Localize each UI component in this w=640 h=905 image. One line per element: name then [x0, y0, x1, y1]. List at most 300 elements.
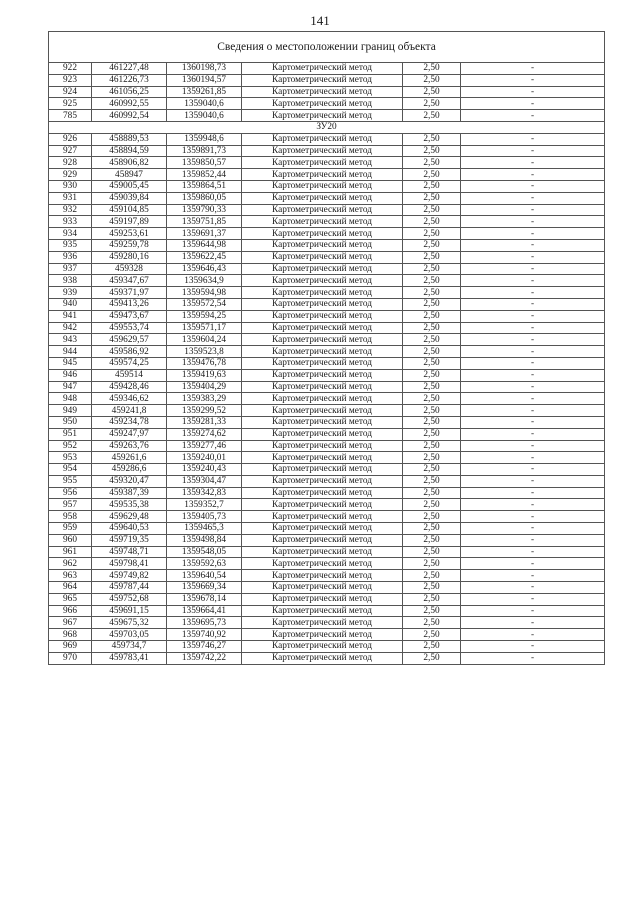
- table-row: [49, 558, 605, 570]
- x-coordinate-cell: 459253,61: [92, 228, 167, 240]
- accuracy-cell: 2,50: [403, 74, 461, 86]
- table-row: [49, 452, 605, 464]
- x-coordinate-cell: 459629,48: [92, 511, 167, 523]
- x-coordinate-cell: 459703,05: [92, 629, 167, 641]
- x-coordinate-cell: 459259,78: [92, 239, 167, 251]
- accuracy-cell: 2,50: [403, 239, 461, 251]
- accuracy-cell: 2,50: [403, 263, 461, 275]
- section-label: ЗУ20: [49, 121, 605, 133]
- method-cell: Картометрический метод: [242, 534, 403, 546]
- description-cell: -: [461, 629, 605, 641]
- method-cell: Картометрический метод: [242, 416, 403, 428]
- accuracy-cell: 2,50: [403, 428, 461, 440]
- description-cell: -: [461, 228, 605, 240]
- x-coordinate-cell: 459574,25: [92, 357, 167, 369]
- method-cell: Картометрический метод: [242, 440, 403, 452]
- accuracy-cell: 2,50: [403, 546, 461, 558]
- point-number-cell: 967: [49, 617, 92, 629]
- table-row: [49, 204, 605, 216]
- description-cell: -: [461, 617, 605, 629]
- method-cell: Картометрический метод: [242, 298, 403, 310]
- y-coordinate-cell: 1359261,85: [167, 86, 242, 98]
- point-number-cell: 966: [49, 605, 92, 617]
- y-coordinate-cell: 1359572,54: [167, 298, 242, 310]
- accuracy-cell: 2,50: [403, 275, 461, 287]
- accuracy-cell: 2,50: [403, 192, 461, 204]
- y-coordinate-cell: 1359419,63: [167, 369, 242, 381]
- table-row: [49, 157, 605, 169]
- description-cell: -: [461, 475, 605, 487]
- description-cell: -: [461, 369, 605, 381]
- x-coordinate-cell: 459347,67: [92, 275, 167, 287]
- table-row: [49, 63, 605, 75]
- y-coordinate-cell: 1359669,34: [167, 582, 242, 594]
- accuracy-cell: 2,50: [403, 133, 461, 145]
- x-coordinate-cell: 459691,15: [92, 605, 167, 617]
- point-number-cell: 944: [49, 346, 92, 358]
- y-coordinate-cell: 1359790,33: [167, 204, 242, 216]
- point-number-cell: 947: [49, 381, 92, 393]
- accuracy-cell: 2,50: [403, 145, 461, 157]
- y-coordinate-cell: 1359740,92: [167, 629, 242, 641]
- table-title-row: [49, 32, 605, 63]
- method-cell: Картометрический метод: [242, 180, 403, 192]
- y-coordinate-cell: 1359850,57: [167, 157, 242, 169]
- table-row: [49, 511, 605, 523]
- table-row: [49, 357, 605, 369]
- point-number-cell: 925: [49, 98, 92, 110]
- point-number-cell: 929: [49, 169, 92, 181]
- point-number-cell: 924: [49, 86, 92, 98]
- description-cell: -: [461, 570, 605, 582]
- accuracy-cell: 2,50: [403, 487, 461, 499]
- method-cell: Картометрический метод: [242, 652, 403, 664]
- description-cell: -: [461, 216, 605, 228]
- table-row: [49, 263, 605, 275]
- description-cell: -: [461, 310, 605, 322]
- table-row: [49, 499, 605, 511]
- method-cell: Картометрический метод: [242, 98, 403, 110]
- point-number-cell: 923: [49, 74, 92, 86]
- point-number-cell: 926: [49, 133, 92, 145]
- accuracy-cell: 2,50: [403, 381, 461, 393]
- accuracy-cell: 2,50: [403, 393, 461, 405]
- method-cell: Картометрический метод: [242, 593, 403, 605]
- table-row: [49, 546, 605, 558]
- x-coordinate-cell: 459535,38: [92, 499, 167, 511]
- method-cell: Картометрический метод: [242, 428, 403, 440]
- method-cell: Картометрический метод: [242, 169, 403, 181]
- point-number-cell: 940: [49, 298, 92, 310]
- table-row: [49, 570, 605, 582]
- y-coordinate-cell: 1359040,6: [167, 98, 242, 110]
- description-cell: -: [461, 63, 605, 75]
- point-number-cell: 951: [49, 428, 92, 440]
- accuracy-cell: 2,50: [403, 570, 461, 582]
- method-cell: Картометрический метод: [242, 263, 403, 275]
- description-cell: -: [461, 74, 605, 86]
- y-coordinate-cell: 1359948,6: [167, 133, 242, 145]
- method-cell: Картометрический метод: [242, 405, 403, 417]
- table-row: [49, 475, 605, 487]
- description-cell: -: [461, 582, 605, 594]
- accuracy-cell: 2,50: [403, 475, 461, 487]
- description-cell: -: [461, 546, 605, 558]
- method-cell: Картометрический метод: [242, 511, 403, 523]
- table-row: [49, 428, 605, 440]
- x-coordinate-cell: 459787,44: [92, 582, 167, 594]
- x-coordinate-cell: 459748,71: [92, 546, 167, 558]
- table-row: [49, 110, 605, 122]
- x-coordinate-cell: 459039,84: [92, 192, 167, 204]
- table-row: [49, 239, 605, 251]
- y-coordinate-cell: 1359864,51: [167, 180, 242, 192]
- table-row: [49, 228, 605, 240]
- table-row: [49, 381, 605, 393]
- method-cell: Картометрический метод: [242, 570, 403, 582]
- description-cell: -: [461, 534, 605, 546]
- method-cell: Картометрический метод: [242, 192, 403, 204]
- boundary-coordinates-table: [48, 31, 605, 665]
- y-coordinate-cell: 1359352,7: [167, 499, 242, 511]
- table-row: [49, 133, 605, 145]
- method-cell: Картометрический метод: [242, 133, 403, 145]
- y-coordinate-cell: 1359852,44: [167, 169, 242, 181]
- point-number-cell: 949: [49, 405, 92, 417]
- accuracy-cell: 2,50: [403, 464, 461, 476]
- x-coordinate-cell: 459749,82: [92, 570, 167, 582]
- y-coordinate-cell: 1359592,63: [167, 558, 242, 570]
- x-coordinate-cell: 459263,76: [92, 440, 167, 452]
- table-row: [49, 487, 605, 499]
- description-cell: -: [461, 346, 605, 358]
- x-coordinate-cell: 458894,59: [92, 145, 167, 157]
- description-cell: -: [461, 169, 605, 181]
- table-row: [49, 74, 605, 86]
- x-coordinate-cell: 460992,54: [92, 110, 167, 122]
- method-cell: Картометрический метод: [242, 239, 403, 251]
- description-cell: -: [461, 263, 605, 275]
- table-row: [49, 145, 605, 157]
- accuracy-cell: 2,50: [403, 346, 461, 358]
- x-coordinate-cell: 459104,85: [92, 204, 167, 216]
- table-row: [49, 322, 605, 334]
- y-coordinate-cell: 1359277,46: [167, 440, 242, 452]
- table-row: [49, 275, 605, 287]
- table-row: [49, 617, 605, 629]
- accuracy-cell: 2,50: [403, 204, 461, 216]
- point-number-cell: 970: [49, 652, 92, 664]
- method-cell: Картометрический метод: [242, 275, 403, 287]
- accuracy-cell: 2,50: [403, 251, 461, 263]
- x-coordinate-cell: 459197,89: [92, 216, 167, 228]
- x-coordinate-cell: 459798,41: [92, 558, 167, 570]
- table-row: [49, 298, 605, 310]
- y-coordinate-cell: 1359040,6: [167, 110, 242, 122]
- description-cell: -: [461, 487, 605, 499]
- accuracy-cell: 2,50: [403, 216, 461, 228]
- x-coordinate-cell: 459413,26: [92, 298, 167, 310]
- y-coordinate-cell: 1359304,47: [167, 475, 242, 487]
- y-coordinate-cell: 1359240,01: [167, 452, 242, 464]
- point-number-cell: 957: [49, 499, 92, 511]
- table-row: [49, 534, 605, 546]
- table-row: [49, 652, 605, 664]
- method-cell: Картометрический метод: [242, 157, 403, 169]
- y-coordinate-cell: 1359640,54: [167, 570, 242, 582]
- point-number-cell: 965: [49, 593, 92, 605]
- point-number-cell: 963: [49, 570, 92, 582]
- y-coordinate-cell: 1359646,43: [167, 263, 242, 275]
- method-cell: Картометрический метод: [242, 216, 403, 228]
- table-row: [49, 582, 605, 594]
- description-cell: -: [461, 298, 605, 310]
- y-coordinate-cell: 1359751,85: [167, 216, 242, 228]
- point-number-cell: 935: [49, 239, 92, 251]
- method-cell: Картометрический метод: [242, 334, 403, 346]
- description-cell: -: [461, 239, 605, 251]
- x-coordinate-cell: 459261,6: [92, 452, 167, 464]
- x-coordinate-cell: 458889,53: [92, 133, 167, 145]
- description-cell: -: [461, 499, 605, 511]
- x-coordinate-cell: 459320,47: [92, 475, 167, 487]
- point-number-cell: 945: [49, 357, 92, 369]
- y-coordinate-cell: 1359594,98: [167, 287, 242, 299]
- x-coordinate-cell: 459005,45: [92, 180, 167, 192]
- point-number-cell: 958: [49, 511, 92, 523]
- x-coordinate-cell: 459473,67: [92, 310, 167, 322]
- y-coordinate-cell: 1359634,9: [167, 275, 242, 287]
- method-cell: Картометрический метод: [242, 110, 403, 122]
- y-coordinate-cell: 1359604,24: [167, 334, 242, 346]
- x-coordinate-cell: 461226,73: [92, 74, 167, 86]
- method-cell: Картометрический метод: [242, 74, 403, 86]
- method-cell: Картометрический метод: [242, 63, 403, 75]
- method-cell: Картометрический метод: [242, 617, 403, 629]
- point-number-cell: 943: [49, 334, 92, 346]
- method-cell: Картометрический метод: [242, 546, 403, 558]
- description-cell: -: [461, 428, 605, 440]
- accuracy-cell: 2,50: [403, 629, 461, 641]
- accuracy-cell: 2,50: [403, 593, 461, 605]
- description-cell: -: [461, 416, 605, 428]
- x-coordinate-cell: 459719,35: [92, 534, 167, 546]
- description-cell: -: [461, 192, 605, 204]
- point-number-cell: 946: [49, 369, 92, 381]
- accuracy-cell: 2,50: [403, 617, 461, 629]
- point-number-cell: 964: [49, 582, 92, 594]
- point-number-cell: 953: [49, 452, 92, 464]
- y-coordinate-cell: 1359498,84: [167, 534, 242, 546]
- method-cell: Картометрический метод: [242, 251, 403, 263]
- method-cell: Картометрический метод: [242, 629, 403, 641]
- table-row: [49, 86, 605, 98]
- method-cell: Картометрический метод: [242, 322, 403, 334]
- method-cell: Картометрический метод: [242, 310, 403, 322]
- method-cell: Картометрический метод: [242, 228, 403, 240]
- accuracy-cell: 2,50: [403, 228, 461, 240]
- y-coordinate-cell: 1360198,73: [167, 63, 242, 75]
- table-row: [49, 593, 605, 605]
- description-cell: -: [461, 593, 605, 605]
- accuracy-cell: 2,50: [403, 110, 461, 122]
- description-cell: -: [461, 180, 605, 192]
- description-cell: -: [461, 157, 605, 169]
- accuracy-cell: 2,50: [403, 582, 461, 594]
- accuracy-cell: 2,50: [403, 287, 461, 299]
- point-number-cell: 927: [49, 145, 92, 157]
- description-cell: -: [461, 275, 605, 287]
- x-coordinate-cell: 459428,46: [92, 381, 167, 393]
- point-number-cell: 959: [49, 523, 92, 535]
- description-cell: -: [461, 523, 605, 535]
- y-coordinate-cell: 1359281,33: [167, 416, 242, 428]
- point-number-cell: 937: [49, 263, 92, 275]
- point-number-cell: 942: [49, 322, 92, 334]
- table-title: Сведения о местоположении границ объекта: [49, 32, 605, 63]
- x-coordinate-cell: 459371,97: [92, 287, 167, 299]
- method-cell: Картометрический метод: [242, 582, 403, 594]
- method-cell: Картометрический метод: [242, 357, 403, 369]
- method-cell: Картометрический метод: [242, 464, 403, 476]
- y-coordinate-cell: 1359644,98: [167, 239, 242, 251]
- x-coordinate-cell: 459387,39: [92, 487, 167, 499]
- y-coordinate-cell: 1359383,29: [167, 393, 242, 405]
- accuracy-cell: 2,50: [403, 405, 461, 417]
- point-number-cell: 933: [49, 216, 92, 228]
- accuracy-cell: 2,50: [403, 440, 461, 452]
- accuracy-cell: 2,50: [403, 523, 461, 535]
- x-coordinate-cell: 459234,78: [92, 416, 167, 428]
- point-number-cell: 961: [49, 546, 92, 558]
- y-coordinate-cell: 1359695,73: [167, 617, 242, 629]
- table-row: [49, 523, 605, 535]
- point-number-cell: 954: [49, 464, 92, 476]
- method-cell: Картометрический метод: [242, 452, 403, 464]
- description-cell: -: [461, 511, 605, 523]
- x-coordinate-cell: 459586,92: [92, 346, 167, 358]
- description-cell: -: [461, 334, 605, 346]
- y-coordinate-cell: 1359622,45: [167, 251, 242, 263]
- point-number-cell: 950: [49, 416, 92, 428]
- point-number-cell: 969: [49, 641, 92, 653]
- point-number-cell: 955: [49, 475, 92, 487]
- description-cell: -: [461, 605, 605, 617]
- x-coordinate-cell: 459752,68: [92, 593, 167, 605]
- table-row: [49, 192, 605, 204]
- x-coordinate-cell: 459328: [92, 263, 167, 275]
- description-cell: -: [461, 652, 605, 664]
- accuracy-cell: 2,50: [403, 169, 461, 181]
- x-coordinate-cell: 458947: [92, 169, 167, 181]
- description-cell: -: [461, 110, 605, 122]
- point-number-cell: 956: [49, 487, 92, 499]
- point-number-cell: 785: [49, 110, 92, 122]
- accuracy-cell: 2,50: [403, 558, 461, 570]
- method-cell: Картометрический метод: [242, 499, 403, 511]
- description-cell: -: [461, 86, 605, 98]
- accuracy-cell: 2,50: [403, 452, 461, 464]
- y-coordinate-cell: 1359405,73: [167, 511, 242, 523]
- accuracy-cell: 2,50: [403, 322, 461, 334]
- y-coordinate-cell: 1359691,37: [167, 228, 242, 240]
- method-cell: Картометрический метод: [242, 369, 403, 381]
- description-cell: -: [461, 452, 605, 464]
- x-coordinate-cell: 459734,7: [92, 641, 167, 653]
- point-number-cell: 968: [49, 629, 92, 641]
- point-number-cell: 941: [49, 310, 92, 322]
- accuracy-cell: 2,50: [403, 416, 461, 428]
- description-cell: -: [461, 464, 605, 476]
- accuracy-cell: 2,50: [403, 534, 461, 546]
- accuracy-cell: 2,50: [403, 310, 461, 322]
- section-row: [49, 121, 605, 133]
- x-coordinate-cell: 459280,16: [92, 251, 167, 263]
- description-cell: -: [461, 287, 605, 299]
- table-row: [49, 464, 605, 476]
- accuracy-cell: 2,50: [403, 357, 461, 369]
- table-row: [49, 251, 605, 263]
- point-number-cell: 936: [49, 251, 92, 263]
- x-coordinate-cell: 459629,57: [92, 334, 167, 346]
- table-row: [49, 98, 605, 110]
- method-cell: Картометрический метод: [242, 86, 403, 98]
- description-cell: -: [461, 558, 605, 570]
- x-coordinate-cell: 459241,8: [92, 405, 167, 417]
- accuracy-cell: 2,50: [403, 86, 461, 98]
- y-coordinate-cell: 1359240,43: [167, 464, 242, 476]
- point-number-cell: 930: [49, 180, 92, 192]
- table-row: [49, 180, 605, 192]
- point-number-cell: 948: [49, 393, 92, 405]
- method-cell: Картометрический метод: [242, 558, 403, 570]
- point-number-cell: 952: [49, 440, 92, 452]
- description-cell: -: [461, 405, 605, 417]
- y-coordinate-cell: 1359571,17: [167, 322, 242, 334]
- x-coordinate-cell: 459286,6: [92, 464, 167, 476]
- y-coordinate-cell: 1359664,41: [167, 605, 242, 617]
- accuracy-cell: 2,50: [403, 157, 461, 169]
- description-cell: -: [461, 133, 605, 145]
- method-cell: Картометрический метод: [242, 475, 403, 487]
- table-row: [49, 334, 605, 346]
- point-number-cell: 938: [49, 275, 92, 287]
- table-row: [49, 641, 605, 653]
- table-row: [49, 605, 605, 617]
- point-number-cell: 962: [49, 558, 92, 570]
- method-cell: Картометрический метод: [242, 641, 403, 653]
- accuracy-cell: 2,50: [403, 334, 461, 346]
- method-cell: Картометрический метод: [242, 287, 403, 299]
- method-cell: Картометрический метод: [242, 523, 403, 535]
- description-cell: -: [461, 440, 605, 452]
- table-row: [49, 287, 605, 299]
- y-coordinate-cell: 1359342,83: [167, 487, 242, 499]
- table-row: [49, 416, 605, 428]
- y-coordinate-cell: 1359594,25: [167, 310, 242, 322]
- x-coordinate-cell: 461227,48: [92, 63, 167, 75]
- table-row: [49, 310, 605, 322]
- method-cell: Картометрический метод: [242, 204, 403, 216]
- point-number-cell: 960: [49, 534, 92, 546]
- y-coordinate-cell: 1359891,73: [167, 145, 242, 157]
- x-coordinate-cell: 460992,55: [92, 98, 167, 110]
- accuracy-cell: 2,50: [403, 605, 461, 617]
- method-cell: Картометрический метод: [242, 605, 403, 617]
- point-number-cell: 922: [49, 63, 92, 75]
- method-cell: Картометрический метод: [242, 346, 403, 358]
- accuracy-cell: 2,50: [403, 369, 461, 381]
